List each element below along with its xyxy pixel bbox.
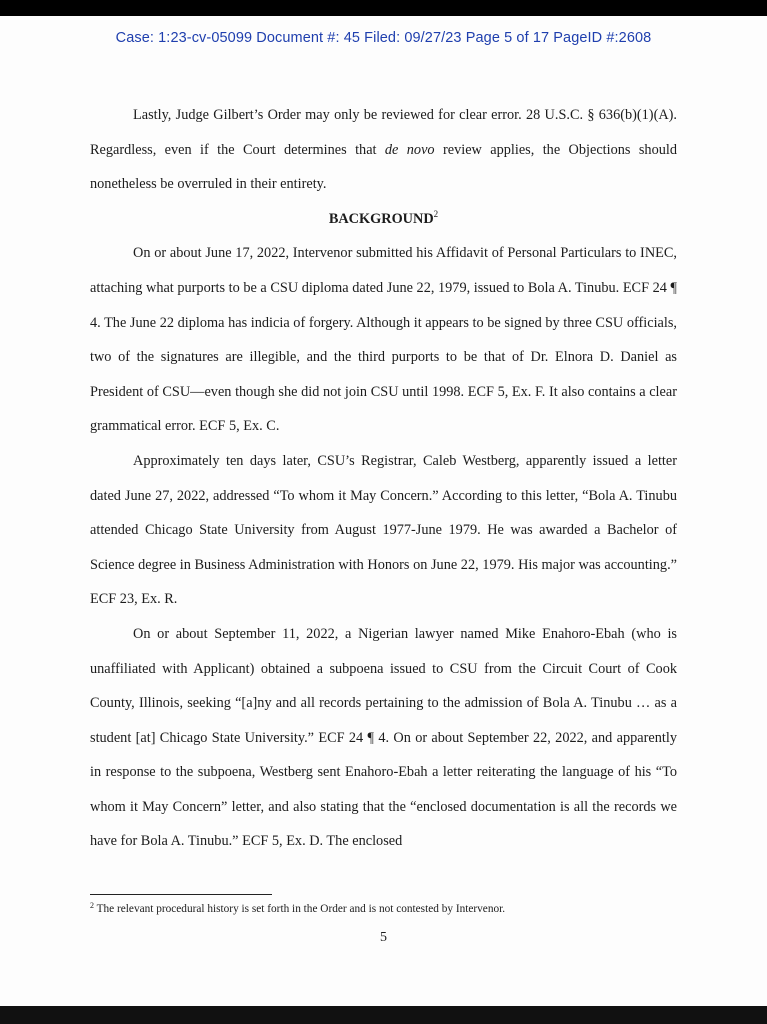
paragraph-text-end: review applies, the Objections should nonetheless be overruled in their entirety.: [90, 141, 678, 193]
heading-text: BACKGROUND: [328, 210, 434, 227]
paragraph-standard-of-review: [90, 98, 677, 202]
footnote-reference: 2: [433, 208, 439, 219]
page-number: 5: [380, 930, 387, 945]
section-heading: [90, 202, 677, 237]
footnote-divider: [90, 894, 272, 895]
footnote-text: The relevant procedural history is set forth in the Order and is not contested by Intervenor.: [96, 903, 506, 915]
case-header: Case: 1:23-cv-05099 Document #: 45 Filed: 09/27/23 Page 5 of 17 PageID #:2608: [115, 30, 652, 46]
paragraph-registrar-letter: Approximately ten days later, CSU’s Registrar, Caleb Westberg, apparently issued a letter dated June 27, 2022, addressed “To whom it May Concern.” According to this letter, “Bola A. Tinubu attended Chicago State University from August 1977-June 1979. He was awarded a Bachelor of Science degree in Business Administration with Honors on June 22, 1979. His major was accounting.” ECF 23, Ex. R.: [90, 452, 677, 608]
paragraph-affidavit: On or about June 17, 2022, Intervenor submitted his Affidavit of Personal Particulars to INEC, attaching what purports to be a CSU diploma dated June 22, 1979, issued to Bola A. Tinubu. ECF 24 ¶ 4. The June 22 diploma has indicia of forgery. Although it appears to be signed by three CSU officials, two of the signatures are illegible, and the third purports to be that of Dr. Elnora D. Daniel as President of CSU—even though she did not join CSU until 1998. ECF 5, Ex. F. It also contains a clear grammatical error. ECF 5, Ex. C.: [90, 245, 677, 435]
paragraph-subpoena: On or about September 11, 2022, a Nigerian lawyer named Mike Enahoro-Ebah (who is unaffiliated with Applicant) obtained a subpoena issued to CSU from the Circuit Court of Cook County, Illinois, seeking “[a]ny and all records pertaining to the admission of Bola A. Tinubu … as a student [at] Chicago State University.” ECF 24 ¶ 4. On or about September 22, 2022, and apparently in response to the subpoena, Westberg sent Enahoro-Ebah a letter reiterating the language of his “To whom it May Concern” letter, and also stating that the “enclosed documentation is all the records we have for Bola A. Tinubu.” ECF 5, Ex. D. The enclosed: [90, 625, 677, 850]
screen-bottom-bar: [0, 1006, 767, 1024]
italic-term: de novo: [384, 141, 435, 158]
paragraph-text: Lastly, Judge Gilbert’s Order may only be reviewed for clear error. 28 U.S.C. § 636(b)(1)(A). Regardless, even if the Court determines that: [90, 107, 677, 158]
footnote: [90, 903, 690, 915]
footnote-mark: 2: [90, 901, 94, 910]
document-page: [0, 16, 767, 1006]
document-body: [90, 98, 677, 859]
